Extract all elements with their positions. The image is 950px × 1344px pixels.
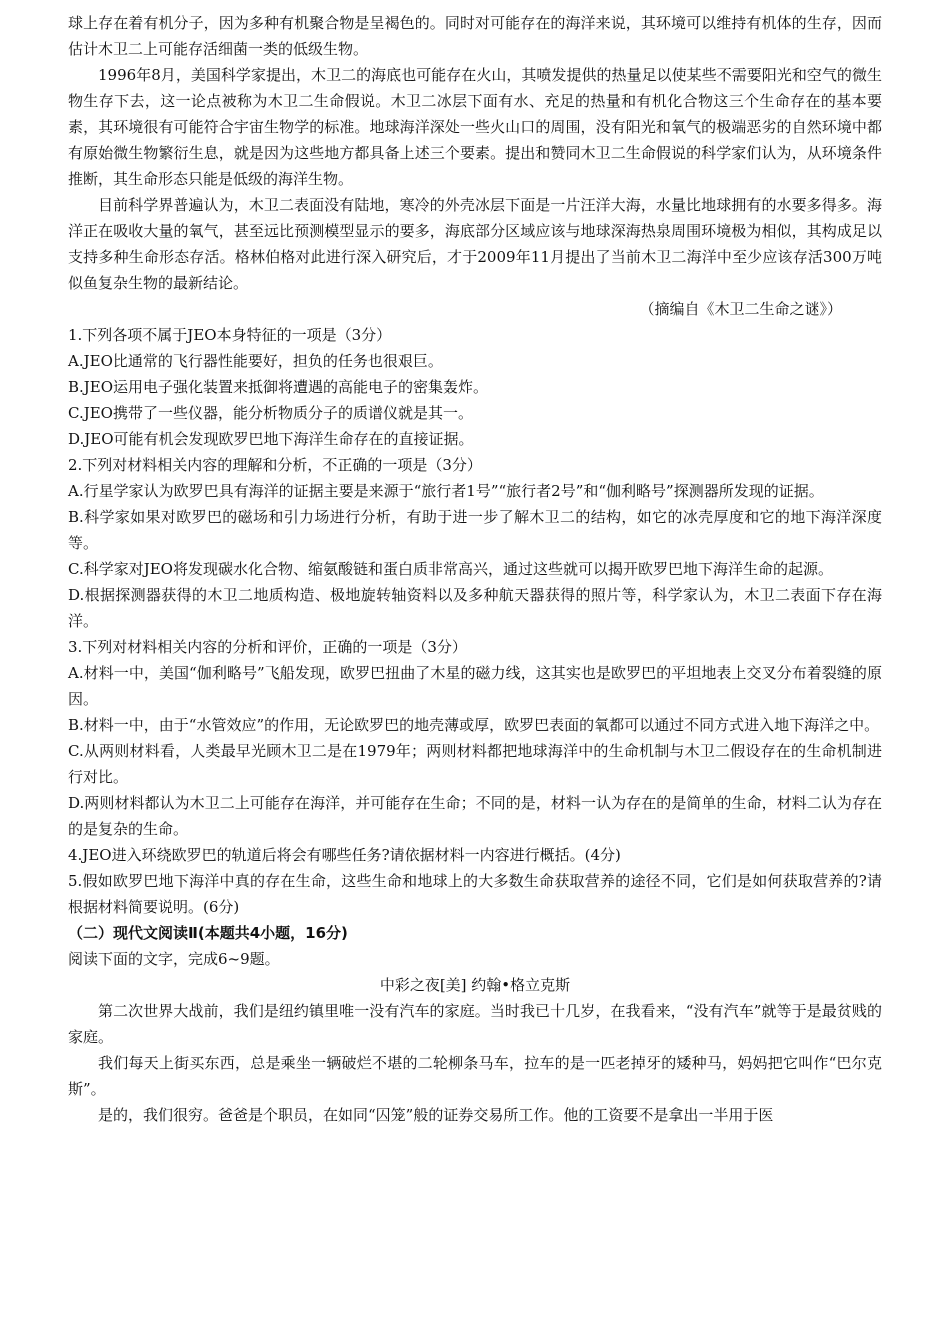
- passage1-paragraph-0: 球上存在着有机分子，因为多种有机聚合物是呈褐色的。同时对可能存在的海洋来说，其环境可以维持有机体的生存，因而估计木卫二上可能存活细菌一类的低级生物。: [68, 14, 882, 58]
- story-paragraph-3: 是的，我们很穷。爸爸是个职员，在如同“囚笼”般的证券交易所工作。他的工资要不是拿出一半用于医: [98, 1106, 774, 1124]
- question-3: 3.下列对材料相关内容的分析和评价，正确的一项是（3分）: [68, 638, 467, 656]
- question-1-option-b: B.JEO运用电子强化装置来抵御将遭遇的高能电子的密集轰炸。: [68, 378, 489, 396]
- story-paragraph-1: 第二次世界大战前，我们是纽约镇里唯一没有汽车的家庭。当时我已十几岁，在我看来，“没有汽车”就等于是最贫贱的家庭。: [68, 1002, 882, 1046]
- question-3-option-a: A.材料一中，美国“伽利略号”飞船发现，欧罗巴扭曲了木星的磁力线，这其实也是欧罗巴的平坦地表上交叉分布着裂缝的原因。: [68, 664, 882, 708]
- question-5: 5.假如欧罗巴地下海洋中真的存在生命，这些生命和地球上的大多数生命获取营养的途径不同，它们是如何获取营养的?请根据材料简要说明。(6分): [68, 872, 882, 916]
- story-title: 中彩之夜[美] 约翰•格立克斯: [379, 976, 571, 994]
- question-2-option-c: C.科学家对JEO将发现碳水化合物、缩氨酸链和蛋白质非常高兴，通过这些就可以揭开欧罗巴地下海洋生命的起源。: [68, 560, 833, 578]
- question-1-option-d: D.JEO可能有机会发现欧罗巴地下海洋生命存在的直接证据。: [68, 430, 474, 448]
- question-1-option-a: A.JEO比通常的飞行器性能要好，担负的任务也很艰巨。: [68, 352, 443, 370]
- question-1-option-c: C.JEO携带了一些仪器，能分析物质分子的质谱仪就是其一。: [68, 404, 473, 422]
- question-3-option-c: C.从两则材料看，人类最早光顾木卫二是在1979年；两则材料都把地球海洋中的生命机制与木卫二假设存在的生命机制进行对比。: [68, 742, 882, 786]
- section-2-heading: （二）现代文阅读Ⅱ(本题共4小题，16分): [68, 924, 348, 942]
- passage1-paragraph-2: 目前科学界普遍认为，木卫二表面没有陆地，寒冷的外壳冰层下面是一片汪洋大海，水量比地球拥有的水要多得多。海洋正在吸收大量的氧气，甚至远比预测模型显示的要多，海底部分区域应该与地球深海热泉周围环境极为相似，其构成足以支持多种生命形态存活。格林伯格对此进行深入研究后，才于2009年11月提出了当前木卫二海洋中至少应该存活300万吨似鱼复杂生物的最新结论。: [68, 196, 882, 292]
- question-2: 2.下列对材料相关内容的理解和分析，不正确的一项是（3分）: [68, 456, 482, 474]
- question-1: 1.下列各项不属于JEO本身特征的一项是（3分）: [68, 326, 392, 344]
- question-3-option-b: B.材料一中，由于“水管效应”的作用，无论欧罗巴的地壳薄或厚，欧罗巴表面的氧都可以通过不同方式进入地下海洋之中。: [68, 716, 880, 734]
- document-page: [68, 10, 882, 1128]
- question-3-option-d: D.两则材料都认为木卫二上可能存在海洋，并可能存在生命；不同的是，材料一认为存在的是简单的生命，材料二认为存在的是复杂的生命。: [68, 794, 882, 838]
- question-2-option-b: B.科学家如果对欧罗巴的磁场和引力场进行分析，有助于进一步了解木卫二的结构，如它的冰壳厚度和它的地下海洋深度等。: [68, 508, 882, 552]
- passage1-source: （摘编自《木卫二生命之谜》）: [639, 300, 842, 318]
- section-2-instruction: 阅读下面的文字，完成6~9题。: [68, 950, 280, 968]
- passage1-paragraph-1: 1996年8月，美国科学家提出，木卫二的海底也可能存在火山，其喷发提供的热量足以使某些不需要阳光和空气的微生物生存下去，这一论点被称为木卫二生命假说。木卫二冰层下面有水、充足的热量和有机化合物这三个生命存在的基本要素，其环境很有可能符合宇宙生物学的标准。地球海洋深处一些火山口的周围，没有阳光和氧气的极端恶劣的自然环境中都有原始微生物繁衍生息，就是因为这些地方都具备上述三个要素。提出和赞同木卫二生命假说的科学家们认为，从环境条件推断，其生命形态只能是低级的海洋生物。: [68, 66, 882, 188]
- story-paragraph-2: 我们每天上街买东西，总是乘坐一辆破烂不堪的二轮柳条马车，拉车的是一匹老掉牙的矮种马，妈妈把它叫作“巴尔克斯”。: [68, 1054, 882, 1098]
- question-2-option-a: A.行星学家认为欧罗巴具有海洋的证据主要是来源于“旅行者1号”“旅行者2号”和“伽利略号”探测器所发现的证据。: [68, 482, 824, 500]
- question-4: 4.JEO进入环绕欧罗巴的轨道后将会有哪些任务?请依据材料一内容进行概括。(4分): [68, 846, 621, 864]
- question-2-option-d: D.根据探测器获得的木卫二地质构造、极地旋转轴资料以及多种航天器获得的照片等，科学家认为，木卫二表面下存在海洋。: [68, 586, 882, 630]
